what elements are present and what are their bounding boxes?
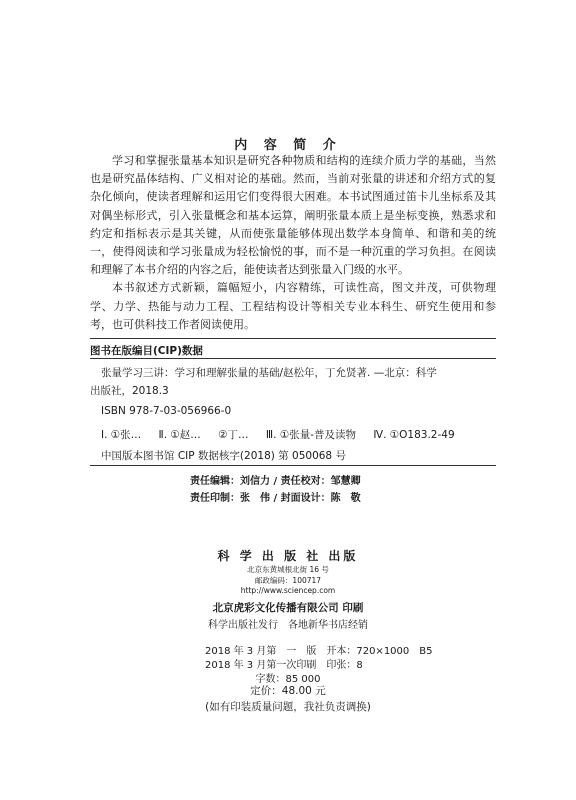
- class-item-2: Ⅱ. ①赵…: [158, 429, 201, 441]
- publisher-address: 北京东黄城根北街 16 号: [247, 565, 329, 574]
- divider-cip: [90, 358, 496, 359]
- publisher-postcode: 邮政编码：100717: [254, 576, 322, 585]
- class-item-3: ②丁…: [218, 429, 249, 441]
- quality-note: (如有印装质量问题，我社负责调换): [205, 701, 371, 713]
- summary-paragraph-2: 本书叙述方式新颖，篇幅短小，内容精练，可读性高，图文并茂，可供物理学、力学、热能与动力工程、工程结构设计等相关专业本科生、研究生使用和参考，也可供科技工作者阅读使用。: [90, 281, 496, 331]
- publisher-name: 科 学 出 版 社 出版: [217, 549, 359, 563]
- edition-line-2: 2018 年 3 月第一次印刷 印张：8: [205, 660, 363, 671]
- isbn: ISBN 978-7-03-056966-0: [101, 405, 232, 417]
- divider-top: [90, 338, 496, 339]
- cip-record-line-2: 出版社，2018.3: [90, 385, 169, 397]
- class-item-1: Ⅰ. ①张…: [101, 429, 142, 441]
- staff-line-2: 责任印制：张 伟 / 封面设计：陈 敬: [190, 493, 361, 504]
- price: 定价：48.00 元: [250, 685, 326, 697]
- word-count: 字数：85 000: [255, 674, 321, 685]
- cip-data-number: 中国版本图书馆 CIP 数据核字(2018) 第 050068 号: [101, 450, 346, 462]
- class-item-4: Ⅲ. ①张量-普及读物: [265, 429, 357, 441]
- cip-record-line-1: 张量学习三讲：学习和理解张量的基础/赵松年，丁允贤著. —北京：科学: [101, 367, 437, 379]
- summary-paragraph-1: 学习和掌握张量基本知识是研究各种物质和结构的连续介质力学的基础，当然也是研究晶体结构、广义相对论的基础。然而，当前对张量的讲述和介绍方式的复杂化倾向，使读者理解和运用它们变得很大困难。本书试图通过笛卡儿坐标系及其对偶坐标形式，引入张量概念和基本运算，阐明张量本质上是坐标变换，熟悉求和约定和指标表示是其关键，从而使张量能够体现出数学本身简单、和谐和美的统一，使得阅读和学习张量成为轻松愉悦的事，而不是一种沉重的学习负担。在阅读和理解了本书介绍的内容之后，能使读者达到张量入门级的水平。: [90, 154, 496, 277]
- cip-heading: 图书在版编目(CIP)数据: [90, 345, 203, 357]
- classification: [101, 427, 496, 442]
- cip-record: [90, 364, 496, 400]
- divider-bottom: [90, 465, 496, 466]
- page-title: 内 容 简 介: [234, 138, 342, 153]
- content-summary: [90, 152, 496, 334]
- edition-line-1: 2018 年 3 月第 一 版 开本：720×1000 B5: [205, 646, 433, 657]
- class-item-5: Ⅳ. ①O183.2-49: [373, 429, 455, 441]
- publisher-website: http://www.sciencep.com: [240, 586, 336, 595]
- distribution: 科学出版社发行 各地新华书店经销: [208, 620, 368, 631]
- staff-line-1: 责任编辑：刘信力 / 责任校对：邹慧卿: [190, 476, 361, 487]
- printer: 北京虎彩文化传播有限公司 印刷: [212, 602, 364, 614]
